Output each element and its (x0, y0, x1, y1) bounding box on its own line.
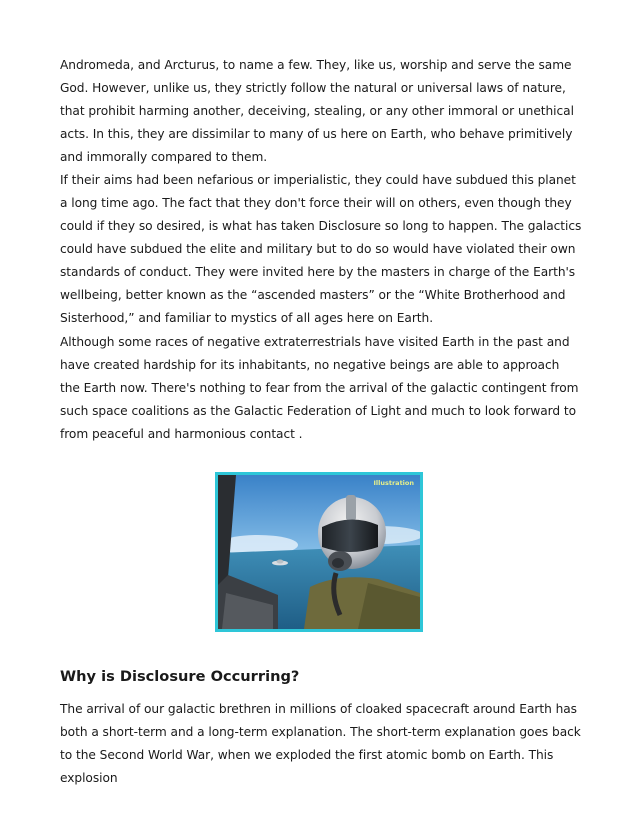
paragraph-andromeda (60, 54, 582, 169)
illustration-image (218, 475, 420, 629)
paragraph-text: The arrival of our galactic brethren in millions of cloaked spacecraft around Earth has both a short-term and a long-term explanation. The short-term explanation goes back to the Second World War, when we exploded the first atomic bomb on Earth. This explosion (60, 702, 581, 785)
paragraph-nefarious-aims (60, 169, 582, 330)
paragraph-text: Andromeda, and Arcturus, to name a few. They, like us, worship and serve the same God. However, unlike us, they strictly follow the natural or universal laws of nature, that prohibit harming another, deceiving, stealing, or any other immoral or unethical acts. In this, they are dissimilar to many of us here on Earth, who behave primitively and immorally compared to them. (60, 58, 574, 164)
paragraph-arrival (60, 698, 582, 790)
paragraph-text: Although some races of negative extraterrestrials have visited Earth in the past and have created hardship for its inhabitants, no negative beings are able to approach the Earth now. There's nothing to fear from the arrival of the galactic contingent from such space coalitions as the Galactic Federation of Light and much to look forward to from peaceful and harmonious contact . (60, 335, 579, 441)
paragraph-text: If their aims had been nefarious or imperialistic, they could have subdued this planet a long time ago. The fact that they don't force their will on others, even though they could if they so desired, is what has taken Disclosure so long to happen. The galactics could have subdued the elite and military but to do so would have violated their own standards of conduct. They were invited here by the masters in charge of the Earth's wellbeing, better known as the “ascended masters” or the “White Brotherhood and Sisterhood,” and familiar to mystics of all ages here on Earth. (60, 173, 582, 325)
section-heading: Why is Disclosure Occurring? (60, 668, 300, 685)
illustration-tag: Illustration (373, 479, 414, 487)
pilot-ufo-illustration (215, 472, 423, 632)
paragraph-negative-races (60, 331, 582, 446)
